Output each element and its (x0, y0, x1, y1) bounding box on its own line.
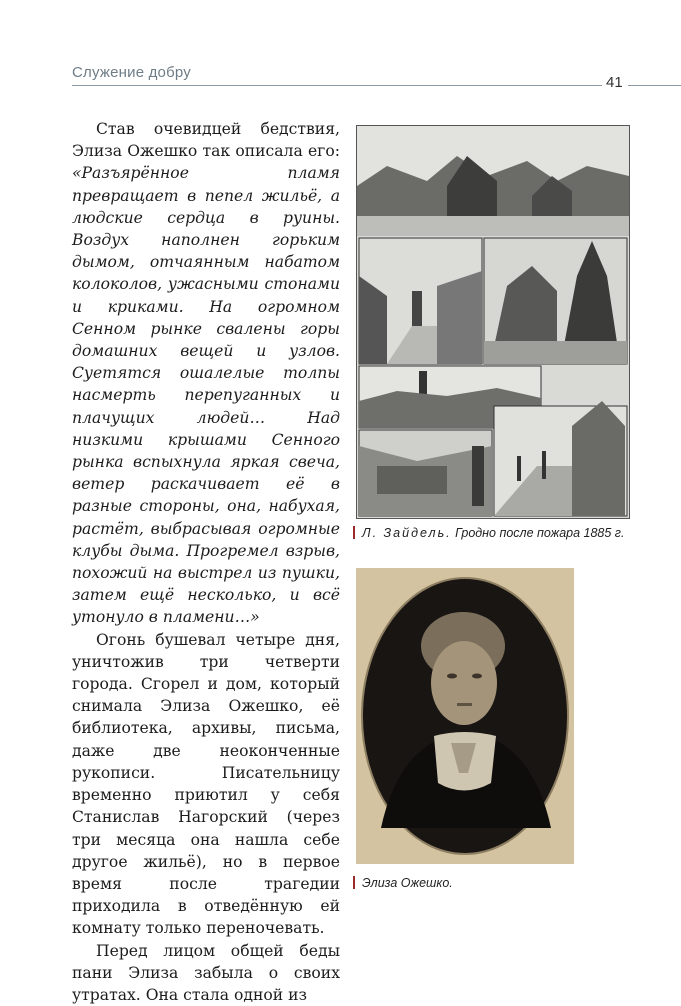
orzeszkowa-portrait (356, 568, 574, 864)
portrait-caption-text: Элиза Ожешко. (362, 876, 453, 890)
caption-author: Л. Зайдель. (362, 526, 452, 540)
collage-engravings (357, 126, 629, 518)
main-text-column (72, 118, 340, 1006)
paragraph-aftermath: Перед лицом общей беды пани Элиза забыла о своих утратах. Она стала одной из (72, 941, 340, 1004)
portrait-caption (353, 876, 453, 890)
portrait-caption-accent-bar (353, 876, 355, 889)
collage-caption (353, 526, 624, 540)
caption-text: Гродно после пожара 1885 г. (451, 526, 625, 540)
orzeszkowa-quote: «Разъярённое пламя превращает в пепел жильё, а людские сердца в руины. Воздух наполнен горьким дымом, отчаянным набатом колоколов, ужасными стонами и криками. На огромном Сенном рынке свалены горы домашних вещей и узлов. Суетятся ошалелые толпы насмерть перепуганных и плачущих людей… Над низкими крышами Сенного рынка вспыхнула яркая свеча, ветер раскачивает её в разные стороны, она, набухая, растёт, выбрасывая огромные клубы дыма. Прогремел взрыв, похожий на выстрел из пушки, затем ещё несколько, и всё утонуло в пламени…» (72, 164, 340, 627)
header-rule (72, 85, 602, 86)
paragraph-eyewitness (72, 118, 340, 629)
running-header-title: Служение добру (72, 64, 191, 81)
page-number: 41 (606, 74, 623, 91)
portrait-image (356, 568, 574, 864)
header-rule-right (628, 85, 681, 86)
caption-accent-bar (353, 526, 355, 539)
grodno-fire-collage (356, 125, 630, 519)
paragraph-fire: Огонь бушевал четыре дня, уничтожив три четверти города. Сгорел и дом, который снимала Элиза Ожешко, её библиотека, архивы, письма, даже две неоконченные рукописи. Писательницу временно приютил у себя Станислав Нагорский (через три месяца она нашла себе другое жильё), но в первое время после трагедии приходила в отведённую ей комнату только переночевать. (72, 630, 340, 938)
paragraph-intro: Став очевидцей бедствия, Элиза Ожешко так описала его: (72, 120, 340, 161)
